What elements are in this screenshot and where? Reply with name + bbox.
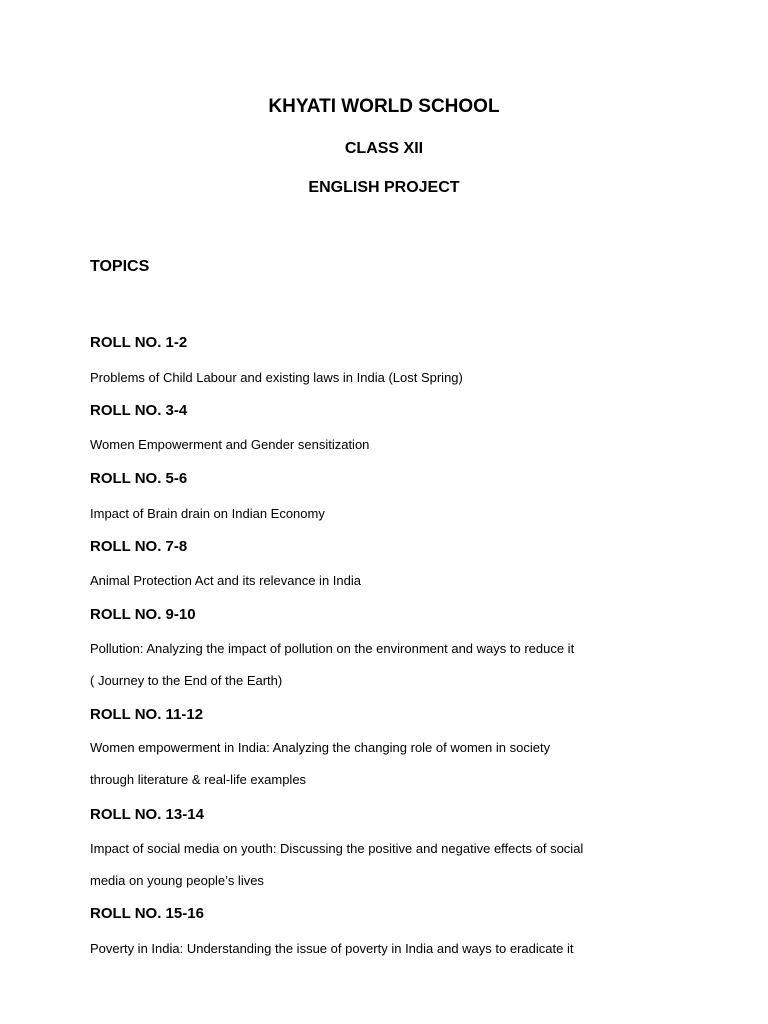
roll-heading: ROLL NO. 3-4 bbox=[90, 402, 188, 419]
topic-text: Impact of social media on youth: Discussing the positive and negative effects of social bbox=[90, 841, 584, 856]
topic-text: ( Journey to the End of the Earth) bbox=[90, 673, 283, 688]
roll-heading: ROLL NO. 13-14 bbox=[90, 806, 204, 823]
topic-text: Women Empowerment and Gender sensitization bbox=[90, 437, 370, 452]
topic-text: Pollution: Analyzing the impact of pollution on the environment and ways to reduce it bbox=[90, 641, 575, 656]
roll-heading: ROLL NO. 11-12 bbox=[90, 706, 204, 723]
topic-text: media on young people’s lives bbox=[90, 873, 264, 888]
roll-heading: ROLL NO. 15-16 bbox=[90, 905, 204, 922]
roll-heading: ROLL NO. 7-8 bbox=[90, 538, 188, 555]
topic-text: Impact of Brain drain on Indian Economy bbox=[90, 506, 325, 521]
roll-heading: ROLL NO. 5-6 bbox=[90, 470, 188, 487]
topic-text: Animal Protection Act and its relevance in India bbox=[90, 573, 361, 588]
school-name: KHYATI WORLD SCHOOL bbox=[268, 96, 500, 117]
roll-heading: ROLL NO. 1-2 bbox=[90, 334, 188, 351]
class-title: CLASS XII bbox=[344, 140, 424, 157]
topic-text: Poverty in India: Understanding the issue of poverty in India and ways to eradicate it bbox=[90, 941, 574, 956]
topic-text: Problems of Child Labour and existing laws in India (Lost Spring) bbox=[90, 370, 463, 385]
project-title: ENGLISH PROJECT bbox=[308, 179, 460, 196]
topic-text: through literature & real-life examples bbox=[90, 772, 307, 787]
roll-heading: ROLL NO. 9-10 bbox=[90, 606, 196, 623]
topics-heading: TOPICS bbox=[90, 258, 150, 275]
topic-text: Women empowerment in India: Analyzing the changing role of women in society bbox=[90, 740, 551, 755]
